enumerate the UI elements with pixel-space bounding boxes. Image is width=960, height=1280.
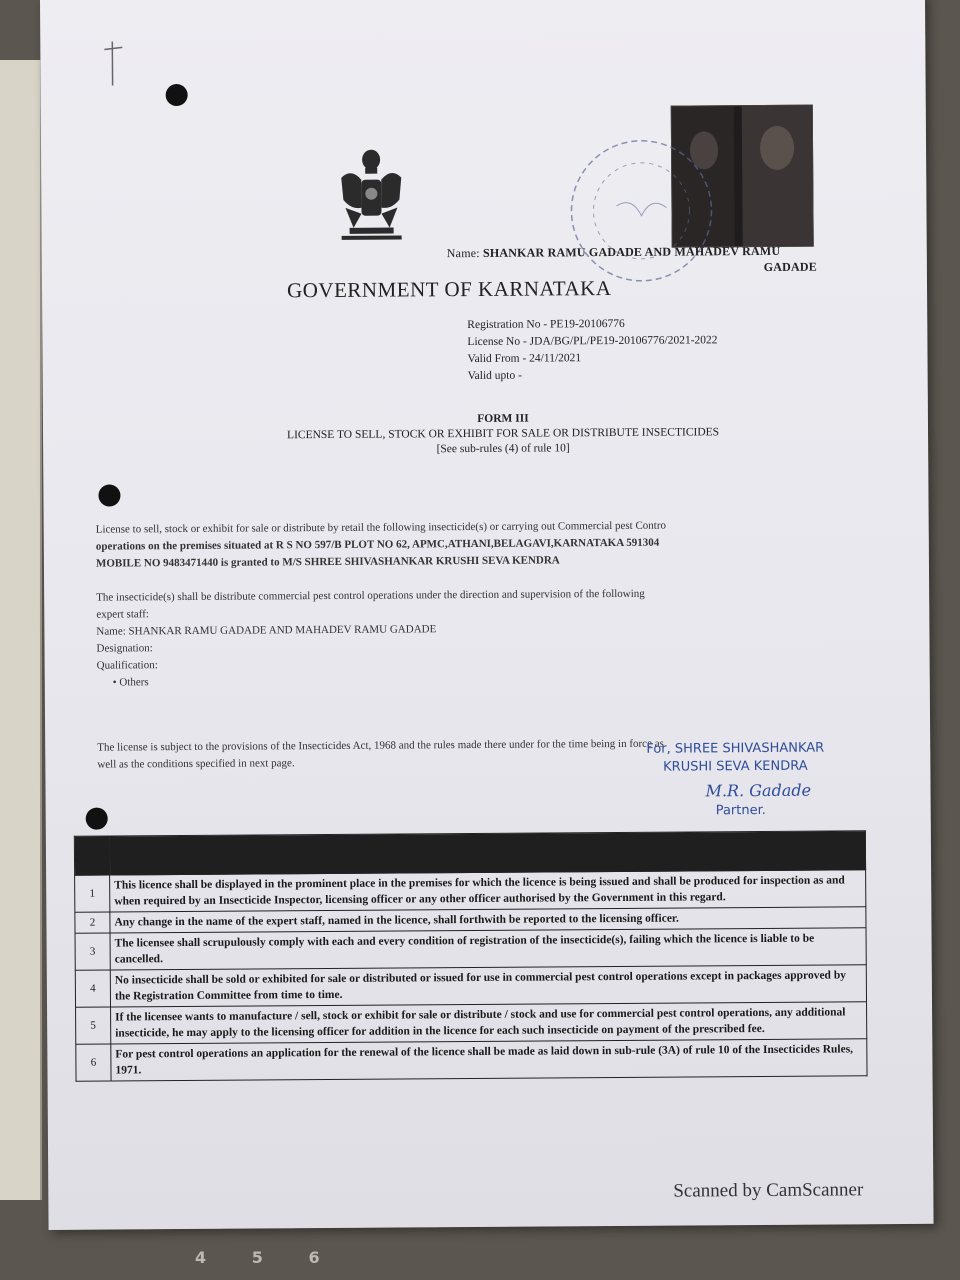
license-number: License No - JDA/BG/PL/PE19-20106776/2021-2022 xyxy=(467,334,718,349)
pen-mark xyxy=(100,39,130,98)
adjacent-page-edge xyxy=(0,60,42,1200)
signatory-role: Partner. xyxy=(715,802,766,819)
subject-to-paragraph: The license is subject to the provisions of the Insecticides Act, 1968 and the rules made there under for the time being in force as well as the conditions specified in next page. xyxy=(97,737,664,771)
page-number: 5 xyxy=(251,1248,265,1267)
form-subrule: [See sub-rules (4) of rule 10] xyxy=(436,442,570,456)
license-document xyxy=(40,0,934,1230)
page-number: 4 xyxy=(195,1248,209,1267)
form-number: FORM III xyxy=(477,412,529,425)
expert-designation: Designation: xyxy=(96,642,153,655)
page-number: 6 xyxy=(308,1248,322,1267)
table-row: 2 Any change in the name of the expert staff, named in the licence, shall forthwith be reported to the licensing officer. xyxy=(75,907,866,934)
table-row: 4 No insecticide shall be sold or exhibited for sale or distributed or issued for use in commercial pest control operations except in packages approved by the Registration Committee from time to time. xyxy=(75,965,866,1008)
table-row: 1 This licence shall be displayed in the prominent place in the premises for which the licence is being issued and shall be produced for inspection as and when required by an Insecticide Inspector, licensing officer or any other officer authorised by the Government in this regard. xyxy=(75,870,866,913)
expert-name: Name: SHANKAR RAMU GADADE AND MAHADEV RAMU GADADE xyxy=(96,623,437,638)
table-row: 3 The licensee shall scrupulously comply with each and every condition of registration of the insecticide(s), failing which the licence is liable to be cancelled. xyxy=(75,928,866,971)
punch-hole-icon xyxy=(98,484,120,506)
expert-qualification: Qualification: xyxy=(96,659,158,672)
page-numbers xyxy=(195,1248,358,1267)
expert-staff-paragraph: The insecticide(s) shall be distribute commercial pest control operations under the direction and supervision of the following expert staff: Name: SHANKAR RAMU GADADE AND MAHADEV RAMU GADADE Designation: Qualification: • Others xyxy=(96,584,847,691)
form-heading xyxy=(143,409,863,459)
table-row: 6 For pest control operations an application for the renewal of the licence shall be made as laid down in sub-rule (3A) of rule 10 of the Insecticides Rules, 1971. xyxy=(76,1039,867,1082)
karnataka-emblem-icon xyxy=(331,147,412,243)
form-title: LICENSE TO SELL, STOCK OR EXHIBIT FOR SALE OR DISTRIBUTE INSECTICIDES xyxy=(286,426,720,442)
punch-hole-icon xyxy=(86,808,108,830)
holder-name: Name: SHANKAR RAMU GADADE AND MAHADEV RAMU GADADE xyxy=(446,243,817,274)
registration-number: Registration No - PE19-20106776 xyxy=(467,317,625,332)
signature: M.R. Gadade xyxy=(705,780,812,801)
punch-hole-icon xyxy=(166,84,188,106)
conditions-table-header xyxy=(74,831,865,876)
expert-others: • Others xyxy=(112,676,149,689)
firm-stamp: For, SHREE SHIVASHANKAR KRUSHI SEVA KENDRA xyxy=(646,740,825,775)
page-title: GOVERNMENT OF KARNATAKA xyxy=(286,276,612,303)
valid-from: Valid From - 24/11/2021 xyxy=(467,352,582,366)
valid-upto: Valid upto - xyxy=(467,369,522,383)
registration-details xyxy=(467,315,718,385)
scanner-watermark: Scanned by CamScanner xyxy=(673,1179,864,1202)
table-row: 5 If the licensee wants to manufacture / sell, stock or exhibit for sale or distribute / stock and use for commercial pest control operations, any additional insecticide, he may apply to the licensing officer for addition in the licence for each such insecticide on payment of the prescribed fee. xyxy=(76,1002,867,1045)
license-grant-paragraph: License to sell, stock or exhibit for sale or distribute by retail the following insecticide(s) or carrying out Commercial pest Contro operations on the premises situated at R S NO 597/B PLOT NO 62, APMC,ATHANI,BELAGAVI,KARNATAKA 591304 MOBILE NO 9483471440 is granted to M/S SHREE SHIVASHANKAR KRUSHI SEVA KENDRA xyxy=(95,519,667,570)
conditions-table xyxy=(74,830,868,1082)
